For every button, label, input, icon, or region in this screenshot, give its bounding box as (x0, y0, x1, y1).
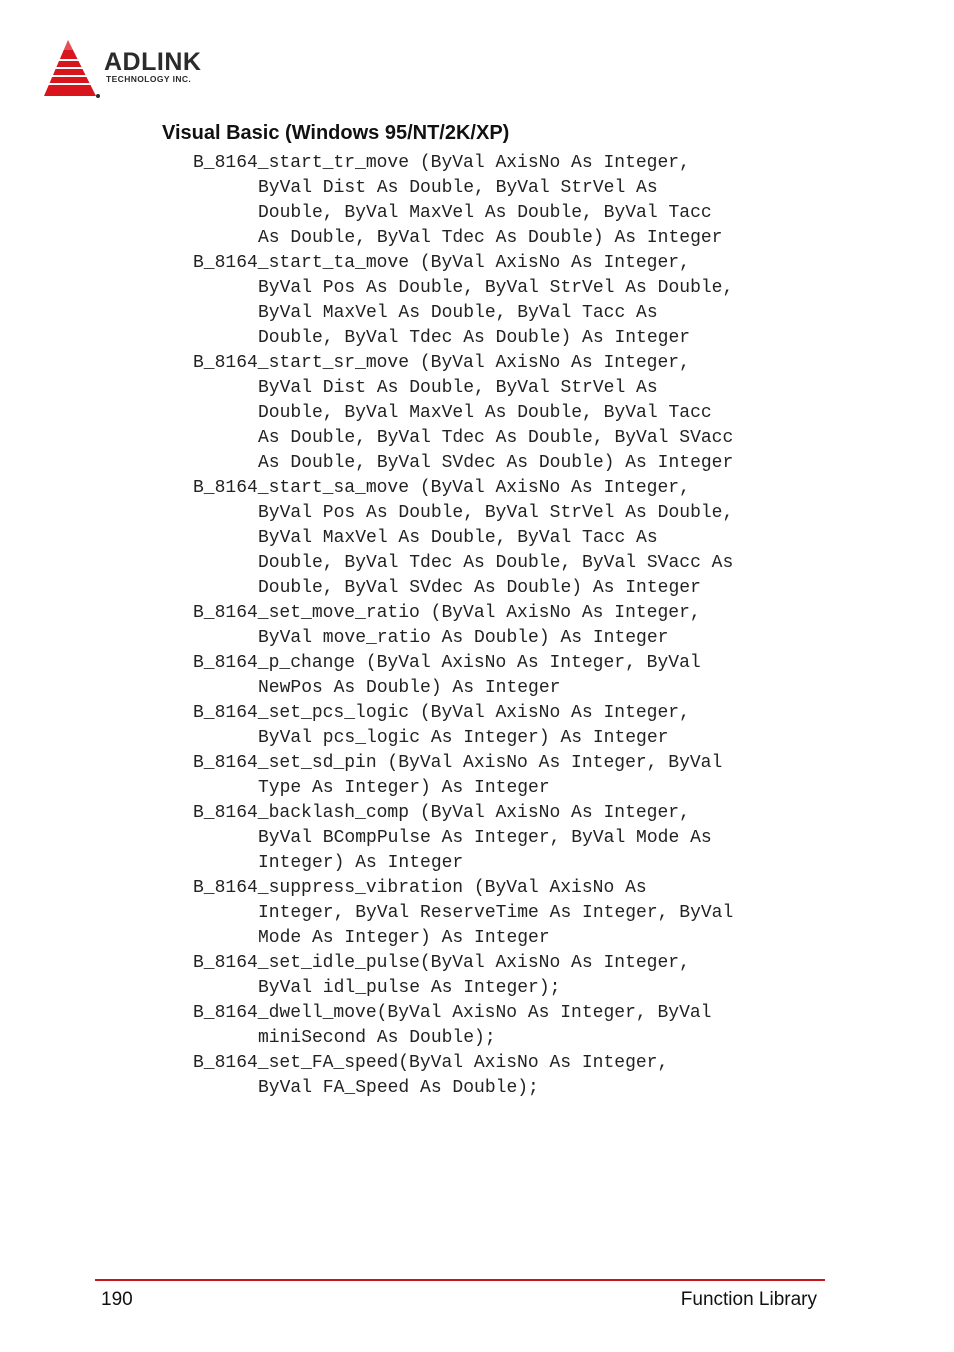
function-signature-line: B_8164_set_idle_pulse(ByVal AxisNo As Integer, (193, 953, 690, 973)
function-continuation-line: ByVal MaxVel As Double, ByVal Tacc As (258, 303, 658, 323)
function-signature-line: B_8164_suppress_vibration (ByVal AxisNo As (193, 878, 647, 898)
function-continuation-line: Type As Integer) As Integer (258, 778, 550, 798)
function-signature-line: B_8164_start_tr_move (ByVal AxisNo As Integer, (193, 153, 690, 173)
code-block (193, 151, 833, 1101)
function-continuation-line: ByVal Pos As Double, ByVal StrVel As Double, (258, 278, 734, 298)
function-continuation-line: Double, ByVal MaxVel As Double, ByVal Tacc (258, 403, 712, 423)
footer-rule (95, 1279, 825, 1281)
code-entry (193, 701, 833, 751)
code-entry (193, 1001, 833, 1051)
function-continuation-line: Double, ByVal SVdec As Double) As Integer (258, 578, 701, 598)
function-continuation-line: Integer, ByVal ReserveTime As Integer, ByVal (258, 903, 734, 923)
function-continuation-line: ByVal FA_Speed As Double); (258, 1078, 539, 1098)
function-signature-line: B_8164_set_sd_pin (ByVal AxisNo As Integer, ByVal (193, 753, 723, 773)
code-entry (193, 801, 833, 876)
function-signature-line: B_8164_start_ta_move (ByVal AxisNo As Integer, (193, 253, 690, 273)
function-continuation-line: ByVal BCompPulse As Integer, ByVal Mode As (258, 828, 712, 848)
code-entry (193, 951, 833, 1001)
function-signature-line: B_8164_backlash_comp (ByVal AxisNo As Integer, (193, 803, 690, 823)
function-signature-line: B_8164_start_sa_move (ByVal AxisNo As Integer, (193, 478, 690, 498)
code-entry (193, 351, 833, 476)
code-entry (193, 876, 833, 951)
brand-subtitle: TECHNOLOGY INC. (106, 74, 192, 84)
code-entry (193, 751, 833, 801)
function-continuation-line: As Double, ByVal Tdec As Double) As Integer (258, 228, 723, 248)
function-continuation-line: Double, ByVal MaxVel As Double, ByVal Tacc (258, 203, 712, 223)
function-continuation-line: ByVal Dist As Double, ByVal StrVel As (258, 378, 658, 398)
function-continuation-line: ByVal MaxVel As Double, ByVal Tacc As (258, 528, 658, 548)
code-entry (193, 151, 833, 251)
page-number: 190 (101, 1289, 133, 1310)
code-entry (193, 476, 833, 601)
code-entry (193, 1051, 833, 1101)
code-entry (193, 251, 833, 351)
function-continuation-line: As Double, ByVal Tdec As Double, ByVal SVacc (258, 428, 734, 448)
function-continuation-line: ByVal Pos As Double, ByVal StrVel As Double, (258, 503, 734, 523)
function-continuation-line: miniSecond As Double); (258, 1028, 496, 1048)
function-continuation-line: Double, ByVal Tdec As Double) As Integer (258, 328, 691, 348)
function-continuation-line: ByVal move_ratio As Double) As Integer (258, 628, 669, 648)
function-continuation-line: Integer) As Integer (258, 853, 464, 873)
function-signature-line: B_8164_dwell_move(ByVal AxisNo As Integer, ByVal (193, 1003, 712, 1023)
code-entry (193, 601, 833, 651)
function-continuation-line: Double, ByVal Tdec As Double, ByVal SVacc As (258, 553, 734, 573)
function-continuation-line: ByVal pcs_logic As Integer) As Integer (258, 728, 669, 748)
adlink-triangle-logo-icon (40, 38, 102, 100)
footer-title: Function Library (680, 1289, 817, 1310)
function-signature-line: B_8164_set_pcs_logic (ByVal AxisNo As Integer, (193, 703, 690, 723)
function-continuation-line: ByVal idl_pulse As Integer); (258, 978, 561, 998)
function-continuation-line: Mode As Integer) As Integer (258, 928, 550, 948)
function-signature-line: B_8164_start_sr_move (ByVal AxisNo As Integer, (193, 353, 690, 373)
function-signature-line: B_8164_set_move_ratio (ByVal AxisNo As Integer, (193, 603, 701, 623)
adlink-logo (40, 38, 240, 102)
function-continuation-line: NewPos As Double) As Integer (258, 678, 561, 698)
function-continuation-line: ByVal Dist As Double, ByVal StrVel As (258, 178, 658, 198)
brand-name: ADLINK (104, 48, 202, 76)
function-signature-line: B_8164_p_change (ByVal AxisNo As Integer, ByVal (193, 653, 701, 673)
function-continuation-line: As Double, ByVal SVdec As Double) As Integer (258, 453, 734, 473)
code-entry (193, 651, 833, 701)
section-heading: Visual Basic (Windows 95/NT/2K/XP) (162, 122, 510, 144)
function-signature-line: B_8164_set_FA_speed(ByVal AxisNo As Integer, (193, 1053, 669, 1073)
